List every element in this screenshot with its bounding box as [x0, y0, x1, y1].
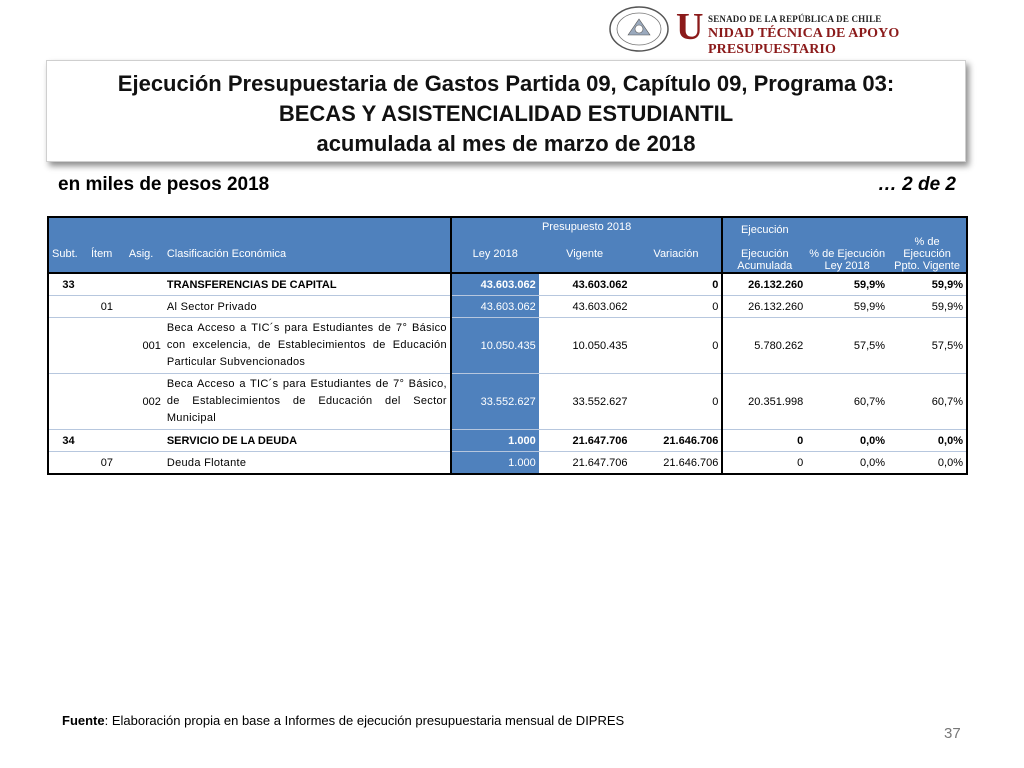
- cell-asig: [126, 273, 164, 296]
- cell-vigente: 21.647.706: [572, 456, 628, 469]
- cell-subt: 33: [48, 273, 88, 296]
- cell-ley: 43.603.062: [451, 296, 539, 318]
- col-pct-vigente-line1: % de Ejecución: [903, 236, 951, 260]
- header-spacer-right-2: [888, 217, 967, 236]
- cell-pct-ley: 60,7%: [806, 374, 888, 430]
- cell-item: [88, 273, 126, 296]
- cell-desc: Beca Acceso a TIC´s para Estudiantes de 7° Básico, de Establecimientos de Educación del Sector Municipal: [164, 374, 451, 430]
- col-asig: Asig.: [126, 236, 164, 273]
- col-item: Ítem: [88, 236, 126, 273]
- col-pct-vigente: [888, 236, 967, 273]
- cell-variacion: 0: [631, 318, 723, 374]
- table-header-row: [48, 236, 967, 273]
- header-spacer: [48, 217, 451, 236]
- page-of-label: … 2 de 2: [877, 174, 956, 195]
- cell-pct-ley: 0,0%: [806, 430, 888, 452]
- cell-ley: 1.000: [451, 452, 539, 475]
- title-line-2: BECAS Y ASISTENCIALIDAD ESTUDIANTIL: [278, 101, 734, 126]
- col-pct-ley-line1: % de Ejecución: [809, 248, 886, 260]
- source-label: Fuente: [62, 713, 105, 728]
- cell-ejec: 20.351.998: [722, 374, 806, 430]
- units-label: en miles de pesos 2018: [58, 174, 270, 195]
- brand-top-text: SENADO DE LA REPÚBLICA DE CHILE: [708, 14, 882, 24]
- cell-ejec: 5.780.262: [722, 318, 806, 374]
- cell-asig: [126, 430, 164, 452]
- header-presupuesto: Presupuesto 2018: [451, 217, 723, 236]
- col-ejec-acumulada-line1: Ejecución: [740, 248, 789, 260]
- cell-ejec: 0: [722, 452, 806, 475]
- cell-item: 07: [100, 456, 114, 469]
- cell-asig: 001: [126, 318, 164, 374]
- cell-pct-ley: 0,0%: [860, 456, 886, 469]
- brand-bottom-text: NIDAD TÉCNICA DE APOYO PRESUPUESTARIO: [708, 26, 900, 57]
- cell-desc: Deuda Flotante: [164, 452, 451, 475]
- cell-ejec: 26.132.260: [722, 273, 806, 296]
- cell-variacion: 0: [631, 273, 723, 296]
- header-ejecucion: Ejecución: [722, 217, 806, 236]
- cell-variacion: 21.646.706: [663, 456, 719, 469]
- col-variacion: Variación: [631, 236, 723, 273]
- col-clasificacion: Clasificación Económica: [164, 236, 451, 273]
- col-ley: Ley 2018: [451, 236, 539, 273]
- cell-subt: [48, 374, 88, 430]
- cell-subt: [48, 296, 88, 318]
- budget-table: [47, 216, 968, 475]
- table-row: [48, 430, 967, 452]
- cell-pct-vig: 0,0%: [888, 430, 967, 452]
- brand-initial: U: [676, 6, 704, 48]
- table-header-group-row: [48, 217, 967, 236]
- cell-subt: 34: [48, 430, 88, 452]
- source-note: [62, 713, 624, 728]
- cell-item: [88, 374, 126, 430]
- cell-desc: Beca Acceso a TIC´s para Estudiantes de 7° Básico con excelencia, de Establecimientos de Educación Particular Subvencionados: [164, 318, 451, 374]
- col-pct-ley-line2: Ley 2018: [824, 260, 870, 272]
- cell-pct-vig: 0,0%: [937, 456, 963, 469]
- cell-vigente: 33.552.627: [539, 374, 631, 430]
- col-vigente: Vigente: [539, 236, 631, 273]
- cell-vigente: 43.603.062: [539, 273, 631, 296]
- col-pct-ley: [806, 236, 888, 273]
- col-pct-vigente-line2: Ppto. Vigente: [894, 260, 960, 272]
- table-row: [48, 374, 967, 430]
- cell-desc: Al Sector Privado: [164, 296, 451, 318]
- cell-subt: [48, 318, 88, 374]
- col-ejec-acumulada: [722, 236, 806, 273]
- cell-ley: 43.603.062: [451, 273, 539, 296]
- cell-asig: [126, 452, 164, 475]
- cell-pct-vig: 59,9%: [888, 296, 967, 318]
- cell-vigente: 43.603.062: [539, 296, 631, 318]
- cell-ejec: 0: [722, 430, 806, 452]
- cell-variacion: 21.646.706: [631, 430, 723, 452]
- cell-item: [88, 430, 126, 452]
- cell-pct-ley: 59,9%: [806, 296, 888, 318]
- cell-ley: 33.552.627: [451, 374, 539, 430]
- cell-pct-vig: 57,5%: [888, 318, 967, 374]
- cell-ley: 10.050.435: [451, 318, 539, 374]
- cell-pct-ley: 57,5%: [806, 318, 888, 374]
- cell-desc: SERVICIO DE LA DEUDA: [164, 430, 451, 452]
- cell-ley: 1.000: [451, 430, 539, 452]
- cell-item: [88, 318, 126, 374]
- cell-asig: [126, 296, 164, 318]
- cell-variacion: 0: [631, 296, 723, 318]
- senate-seal-logo: [608, 5, 670, 53]
- cell-pct-ley: 59,9%: [806, 273, 888, 296]
- table-row: [48, 452, 967, 475]
- table-row: [48, 318, 967, 374]
- cell-pct-vig: 60,7%: [888, 374, 967, 430]
- table-row: [48, 273, 967, 296]
- cell-ejec: 26.132.260: [722, 296, 806, 318]
- cell-subt: [48, 452, 88, 475]
- cell-variacion: 0: [631, 374, 723, 430]
- table-row: [48, 296, 967, 318]
- page-number: 37: [944, 725, 961, 742]
- header-spacer-right-1: [806, 217, 888, 236]
- cell-vigente: 21.647.706: [539, 430, 631, 452]
- title-line-3: acumulada al mes de marzo de 2018: [316, 131, 696, 156]
- cell-pct-vig: 59,9%: [888, 273, 967, 296]
- col-subt: Subt.: [48, 236, 88, 273]
- title-line-1: Ejecución Presupuestaria de Gastos Partida 09, Capítulo 09, Programa 03:: [117, 71, 895, 96]
- brand-logo: [676, 6, 1006, 57]
- source-text: : Elaboración propia en base a Informes de ejecución presupuestaria mensual de DIPRES: [104, 713, 625, 728]
- title-box: [46, 60, 966, 162]
- col-ejec-acumulada-line2: Acumulada: [737, 260, 793, 272]
- cell-item: 01: [88, 296, 126, 318]
- cell-vigente: 10.050.435: [539, 318, 631, 374]
- cell-desc: TRANSFERENCIAS DE CAPITAL: [164, 273, 451, 296]
- cell-asig: 002: [126, 374, 164, 430]
